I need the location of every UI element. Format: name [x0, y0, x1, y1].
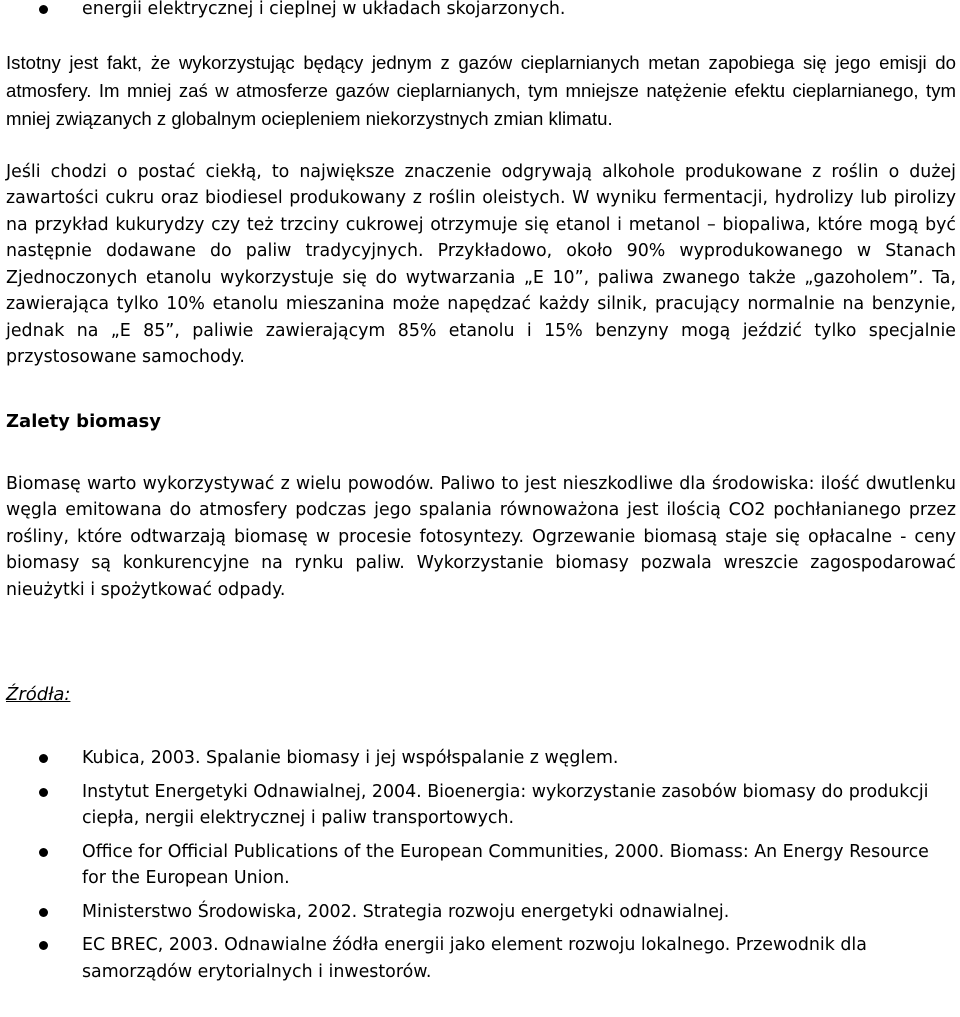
source-item: [6, 779, 946, 832]
source-text: Ministerstwo Środowiska, 2002. Strategia rozwoju energetyki odnawialnej.: [82, 901, 730, 922]
source-text: Office for Official Publications of the European Communities, 2000. Biomass: An Energy Resource for the European Union.: [82, 841, 929, 888]
source-text: EC BREC, 2003. Odnawialne źódła energii jako element rozwoju lokalnego. Przewodnik dla samorządów erytorialnych i inwestorów.: [82, 935, 867, 982]
list-item: [6, 0, 956, 23]
sources-list: [6, 745, 946, 985]
document-page: [6, 0, 956, 985]
bullet-icon: [39, 5, 48, 14]
source-text: Kubica, 2003. Spalanie biomasy i jej współspalanie z węglem.: [82, 748, 619, 768]
paragraph-advantages: Biomasę warto wykorzystywać z wielu powodów. Paliwo to jest nieszkodliwe dla środowiska: ilość dwutlenku węgla emitowana do atmosfery podczas jego spalania równoważona jest ilością CO2 pochłanianego przez rośliny, które odtwarzają biomasę w procesie fotosyntezy. Ogrzewanie biomasą staje się opłacalne - ceny biomasy są konkurencyjne na rynku paliw. Wykorzystanie biomasy pozwala wreszcie zagospodarować nieużytki i spożytkować odpady.: [6, 473, 956, 600]
bullet-icon: [39, 941, 48, 950]
source-item: [6, 839, 946, 892]
list-item-text: energii elektrycznej i cieplnej w układach skojarzonych.: [82, 0, 566, 19]
source-item: [6, 745, 946, 772]
bullet-icon: [39, 788, 48, 797]
bullet-icon: [39, 908, 48, 917]
section-heading-advantages: Zalety biomasy: [6, 410, 161, 432]
source-text: Instytut Energetyki Odnawialnej, 2004. Bioenergia: wykorzystanie zasobów biomasy do produkcji ciepła, nergii elektrycznej i paliw transportowych.: [82, 781, 929, 828]
source-item: [6, 932, 946, 985]
bullet-icon: [39, 754, 48, 763]
paragraph-methane: Istotny jest fakt, że wykorzystując będący jednym z gazów cieplarnianych metan zapobiega się jego emisji do atmosfery. Im mniej zaś w atmosferze gazów cieplarnianych, tym mniejsze natężenie efektu cieplarnianego, tym mniej związanych z globalnym ociepleniem niekorzystnych zmian klimatu.: [6, 51, 956, 129]
sources-heading: Źródła:: [6, 684, 71, 705]
top-bullet-list: [6, 0, 956, 23]
bullet-icon: [39, 848, 48, 857]
paragraph-liquid-biofuels: Jeśli chodzi o postać ciekłą, to największe znaczenie odgrywają alkohole produkowane z roślin o dużej zawartości cukru oraz biodiesel produkowany z roślin oleistych. W wyniku fermentacji, hydrolizy lub pirolizy na przykład kukurydzy czy też trzciny cukrowej otrzymuje się etanol i metanol – biopaliwa, które mogą być następnie dodawane do paliw tradycyjnych. Przykładowo, około 90% wyprodukowanego w Stanach Zjednoczonych etanolu wykorzystuje się do wytwarzania „E 10”, paliwa zwanego także „gazoholem”. Ta, zawierająca tylko 10% etanolu mieszanina może napędzać każdy silnik, pracujący normalnie na benzynie, jednak na „E 85”, paliwie zawierającym 85% etanolu i 15% benzyny mogą jeździć tylko specjalnie przystosowane samochody.: [6, 161, 956, 367]
source-item: [6, 899, 946, 926]
